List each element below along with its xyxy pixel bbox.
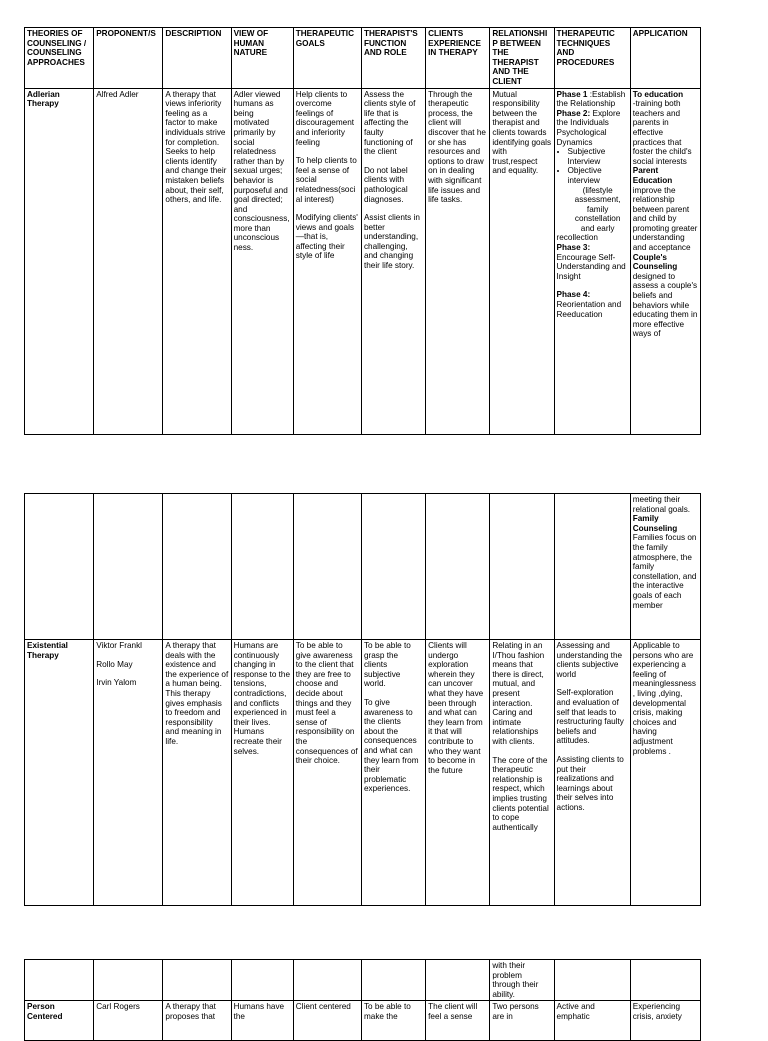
goal-item: Modifying clients' views and goals—that is, affecting their style of life	[295, 213, 358, 261]
proponent-cell: Alfred Adler	[94, 88, 163, 434]
technique-item: Self-exploration and evaluation of self that leads to restructuring faulty beliefs and attitudes.	[556, 688, 624, 746]
description-cell: A therapy that proposes that	[163, 1001, 231, 1041]
relationship-cell	[490, 640, 554, 906]
table-row-adlerian	[25, 88, 701, 434]
theory-name: Adlerian Therapy	[25, 88, 94, 434]
phase-text: Explore the Individuals Psychological Dynamics	[556, 108, 621, 147]
application-heading: Parent Education	[632, 166, 673, 185]
header-techniques: THERAPEUTIC TECHNIQUES AND PROCEDURES	[554, 28, 630, 89]
view-cell: Adler viewed humans as being motivated primarily by social relatedness rather than by sexual urges; behavior is purposeful and goal directed; and consciousness, more than unconscious ness.	[231, 88, 293, 434]
experience-cell: Clients will undergo exploration wherein they can uncover what they have been through and what can they learn from it that will contribute to who they want to become in the future	[426, 640, 490, 906]
phase-label: Phase 1	[556, 89, 588, 99]
relationship-cell: Two persons are in	[490, 1001, 554, 1041]
phase-label: Phase 3	[556, 243, 588, 253]
techniques-cell: Active and emphatic	[554, 1001, 630, 1041]
technique-item: Assisting clients to put their realizations and learnings about their selves into actions.	[556, 754, 624, 812]
proponent-name: Rollo May	[96, 659, 133, 669]
application-heading: To education	[632, 89, 684, 99]
function-item: Assess the clients style of life that is affecting the faulty functioning of the client	[363, 89, 416, 157]
application-cell: Applicable to persons who are experiencing a feeling of meaninglessness, living ,dying, developmental crisis, making choices and having adjustment problems .	[630, 640, 700, 906]
proponent-cell	[94, 640, 163, 906]
interview-list	[557, 147, 628, 233]
application-text: meeting their relational goals.	[632, 495, 691, 514]
phase-text: Encourage Self-Understanding and Insight	[556, 252, 626, 281]
header-view-of-human-nature: VIEW OF HUMAN NATURE	[231, 28, 293, 89]
function-item: Do not label clients with pathological diagnoses.	[363, 165, 408, 204]
table-row-existential-continued	[25, 960, 701, 1001]
header-row	[25, 28, 701, 89]
application-heading: Family Counseling	[632, 514, 678, 533]
application-cell	[630, 88, 700, 434]
experience-cell: Through the therapeutic process, the client will discover that he or she has resources and options to draw on in dealing with significant life issues and life tasks.	[426, 88, 490, 434]
header-relationship: RELATIONSHIP BETWEEN THE THERAPIST AND THE CLIENT	[490, 28, 554, 89]
header-description: DESCRIPTION	[163, 28, 231, 89]
application-text: Families focus on the family atmosphere, the family constellation, and the interactive goals of each member	[632, 533, 697, 610]
techniques-cell: Phase 1 :Establish the Relationship Phase 2: Explore the Individuals Psychological Dynamics • Subjective Interview • Objective interview (lifestyle assessment, family constellation and early recollection Phase 3: Encourage Self-Understanding and Insight Phase 4: Reorientation and Reeducation	[554, 88, 630, 434]
phase-label: Phase 2	[556, 108, 588, 118]
function-cell	[361, 88, 425, 434]
function-cell	[361, 640, 425, 906]
table-row-adlerian-continued	[25, 494, 701, 640]
header-theories: THEORIES OF COUNSELING / COUNSELING APPROACHES	[25, 28, 94, 89]
experience-cell: The client will feel a sense	[426, 1001, 490, 1041]
header-application: APPLICATION	[630, 28, 700, 89]
description-cell: A therapy that views inferiority feeling as a factor to make individuals strive for completion. Seeks to help clients identify and change their mistaken beliefs about, their self, others, and life.	[163, 88, 231, 434]
application-text: designed to assess a couple's beliefs and behaviors while educating them in more effective ways of	[632, 271, 698, 339]
techniques-cell	[554, 640, 630, 906]
application-heading: Couple's Counseling	[632, 252, 678, 272]
goal-item: To help clients to feel a sense of social relatedness(social interest)	[295, 156, 357, 204]
table-row-existential	[25, 640, 701, 906]
list-item: • Objective interview (lifestyle assessment, family constellation and early	[568, 166, 628, 233]
view-cell: Humans are continuously changing in response to the tensions, contradictions, and conflicts experienced in their lives. Humans recreate their selves.	[231, 640, 293, 906]
header-clients-experience: CLIENTS EXPERIENCE IN THERAPY	[426, 28, 490, 89]
view-cell: Humans have the	[231, 1001, 293, 1041]
list-item: • Subjective Interview	[568, 147, 628, 166]
header-therapist-function: THERAPIST'S FUNCTION AND ROLE	[361, 28, 425, 89]
goals-cell: Client centered	[293, 1001, 361, 1041]
phase-text: recollection	[556, 233, 598, 243]
goal-item: Help clients to overcome feelings of discouragement and inferiority feeling	[295, 89, 355, 147]
theories-table-part-1	[24, 27, 701, 435]
table-row-person-centered	[25, 1001, 701, 1041]
phase-label: Phase 4	[556, 290, 588, 300]
goals-cell	[293, 88, 361, 434]
relationship-item: Relating in an I/Thou fashion means that there is direct, mutual, and present interaction. Caring and intimate relationships with clients.	[492, 641, 545, 746]
proponent-cell: Carl Rogers	[94, 1001, 163, 1041]
application-cell: Experiencing crisis, anxiety	[630, 1001, 700, 1041]
header-proponents: PROPONENT/S	[94, 28, 163, 89]
theories-table-part-3	[24, 959, 701, 1041]
theory-name: Person Centered	[25, 1001, 94, 1041]
application-cell-continued	[630, 494, 700, 640]
application-text: -training both teachers and parents in effective practices that foster the child's social interests	[632, 99, 692, 166]
proponent-name: Viktor Frankl	[96, 641, 143, 650]
function-item: To be able to grasp the clients subjective world.	[363, 641, 411, 689]
function-item: To give awareness to the clients about the consequences and what can they learn from their problematic experiences.	[363, 697, 419, 794]
function-item: Assist clients in better understanding, challenging, and changing their life story.	[363, 213, 420, 271]
function-cell: To be able to make the	[361, 1001, 425, 1041]
theory-name: Existential Therapy	[25, 640, 94, 906]
technique-item: Assessing and understanding the clients subjective world	[556, 641, 623, 679]
relationship-item: The core of the therapeutic relationship is respect, which implies trusting clients potential to cope authentically	[492, 755, 549, 832]
application-text: improve the relationship between parent and child by promoting greater understanding and acceptance	[632, 185, 698, 253]
relationship-cell-continued: with their problem through their ability.	[490, 960, 554, 1001]
header-therapeutic-goals: THERAPEUTIC GOALS	[293, 28, 361, 89]
description-cell: A therapy that deals with the existence and the experience of a human being. This therapy gives emphasis to freedom and responsibility and meaning in life.	[163, 640, 231, 906]
relationship-cell: Mutual responsibility between the therapist and clients towards identifying goals with trust,respect and equality.	[490, 88, 554, 434]
phase-text: :Establish the Relationship	[556, 89, 626, 109]
phase-text: Reorientation and Reeducation	[556, 300, 622, 319]
theories-table-part-2	[24, 493, 701, 906]
goals-cell: To be able to give awareness to the client that they are free to choose and decide about things and they must feel a sense of responsibility on the consequences of their choice.	[293, 640, 361, 906]
proponent-name: Irvin Yalom	[96, 678, 137, 688]
